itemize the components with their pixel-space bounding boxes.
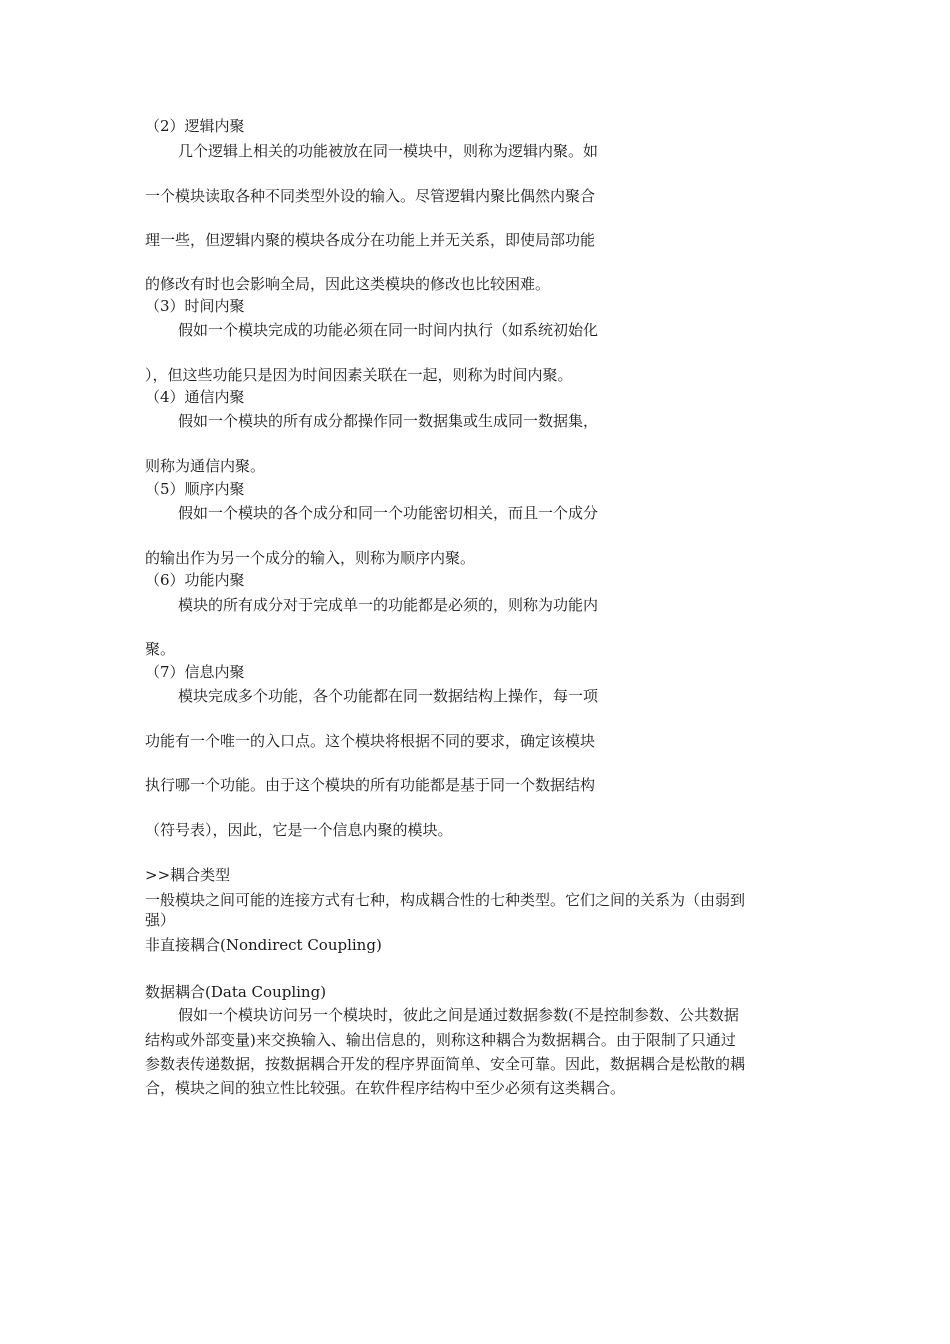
paragraph-line: 的输出作为另一个成分的输入，则称为顺序内聚。 (145, 549, 476, 567)
paragraph-line: 则称为通信内聚。 (145, 457, 266, 475)
paragraph-line: 合，模块之间的独立性比较强。在软件程序结构中至少必须有这类耦合。 (145, 1079, 626, 1097)
section-heading-informational-cohesion: （7）信息内聚 (145, 663, 245, 681)
section-heading-logical-cohesion: （2）逻辑内聚 (145, 117, 245, 135)
section-heading-communicational-cohesion: （4）通信内聚 (145, 388, 245, 406)
paragraph-line: 的修改有时也会影响全局，因此这类模块的修改也比较困难。 (145, 275, 551, 293)
nondirect-coupling-title: 非直接耦合(Nondirect Coupling) (145, 936, 382, 954)
paragraph-line: 聚。 (145, 640, 176, 658)
paragraph-line: 假如一个模块完成的功能必须在同一时间内执行（如系统初始化 (178, 321, 599, 339)
section-heading-temporal-cohesion: （3）时间内聚 (145, 297, 245, 315)
paragraph-line: 参数表传递数据，按数据耦合开发的程序界面简单、安全可靠。因此，数据耦合是松散的耦 (145, 1055, 746, 1073)
paragraph-line: 几个逻辑上相关的功能被放在同一模块中，则称为逻辑内聚。如 (178, 142, 599, 160)
paragraph-line: 假如一个模块的各个成分和同一个功能密切相关，而且一个成分 (178, 504, 599, 522)
paragraph-line: 一个模块读取各种不同类型外设的输入。尽管逻辑内聚比偶然内聚合 (145, 187, 596, 205)
paragraph-line: 模块的所有成分对于完成单一的功能都是必须的，则称为功能内 (178, 596, 599, 614)
paragraph-line: 结构或外部变量)来交换输入、输出信息的，则称这种耦合为数据耦合。由于限制了只通过 (145, 1031, 736, 1049)
data-coupling-title: 数据耦合(Data Coupling) (145, 983, 327, 1001)
paragraph-line: 理一些，但逻辑内聚的模块各成分在功能上并无关系，即使局部功能 (145, 231, 596, 249)
paragraph-line: 假如一个模块的所有成分都操作同一数据集或生成同一数据集， (178, 412, 599, 430)
paragraph-line: 模块完成多个功能，各个功能都在同一数据结构上操作，每一项 (178, 687, 599, 705)
section-heading-functional-cohesion: （6）功能内聚 (145, 571, 245, 589)
section-heading-sequential-cohesion: （5）顺序内聚 (145, 480, 245, 498)
paragraph-line: 功能有一个唯一的入口点。这个模块将根据不同的要求，确定该模块 (145, 732, 596, 750)
coupling-intro-line: 强） (145, 911, 176, 929)
paragraph-line: 假如一个模块访问另一个模块时，彼此之间是通过数据参数(不是控制参数、公共数据 (178, 1006, 739, 1024)
paragraph-line: （符号表），因此，它是一个信息内聚的模块。 (145, 821, 453, 839)
paragraph-line: ），但这些功能只是因为时间因素关联在一起，则称为时间内聚。 (145, 366, 573, 384)
coupling-heading: >>耦合类型 (145, 866, 231, 884)
paragraph-line: 执行哪一个功能。由于这个模块的所有功能都是基于同一个数据结构 (145, 776, 596, 794)
coupling-intro-line: 一般模块之间可能的连接方式有七种，构成耦合性的七种类型。它们之间的关系为（由弱到 (145, 891, 746, 909)
